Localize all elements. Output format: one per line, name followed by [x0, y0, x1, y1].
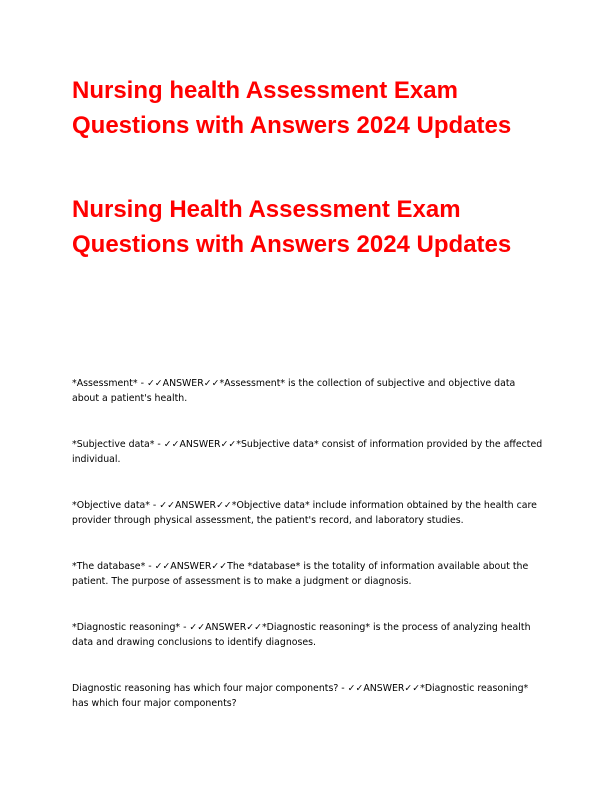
document-title-repeat: Nursing Health Assessment Exam Questions with Answers 2024 Updates — [72, 196, 512, 258]
document-title: Nursing health Assessment Exam Questions with Answers 2024 Updates — [72, 77, 512, 139]
qa-entry-database: *The database* - ✓✓ANSWER✓✓The *database* is the totality of information available about the patient. The purpose of assessment is to make a judgment or diagnosis. — [72, 561, 529, 587]
qa-entry-assessment: *Assessment* - ✓✓ANSWER✓✓*Assessment* is the collection of subjective and objective data about a patient's health. — [72, 378, 516, 404]
qa-entry-subjective-data: *Subjective data* - ✓✓ANSWER✓✓*Subjective data* consist of information provided by the affected individual. — [72, 439, 543, 465]
qa-entry-diagnostic-components: Diagnostic reasoning has which four major components? - ✓✓ANSWER✓✓*Diagnostic reasoning* has which four major components? — [72, 683, 529, 709]
qa-entry-diagnostic-reasoning: *Diagnostic reasoning* - ✓✓ANSWER✓✓*Diagnostic reasoning* is the process of analyzing health data and drawing conclusions to identify diagnoses. — [72, 622, 531, 648]
qa-entry-objective-data: *Objective data* - ✓✓ANSWER✓✓*Objective data* include information obtained by the health care provider through physical assessment, the patient's record, and laboratory studies. — [72, 500, 537, 526]
